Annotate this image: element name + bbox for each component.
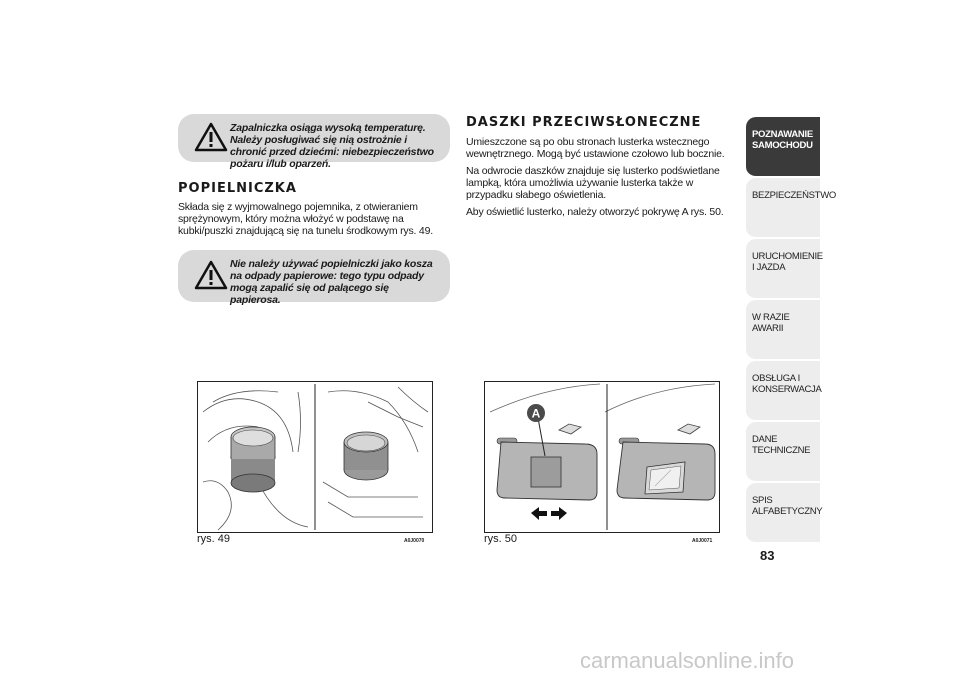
warning-triangle-icon (194, 122, 228, 152)
watermark: carmanualsonline.info (580, 648, 795, 673)
warning-text: Zapalniczka osiąga wysoką temperaturę. Należy posługiwać się nią ostrożnie i chronić przed dziećmi: niebezpieczeństwo pożaru i/lub oparzeń. (230, 122, 434, 170)
sunvisors-paragraph-3: Aby oświetlić lusterko, należy otworzyć pokrywę A rys. 50. (466, 206, 724, 218)
sunvisor-illustration (485, 382, 719, 532)
tab-index[interactable]: SPIS ALFABETYCZNY (746, 483, 820, 543)
warning-box-lighter (178, 114, 450, 170)
warning-text: Nie należy używać popielniczki jako kosza na odpady papierowe: tego typu odpady mogą zapalić się od palącego się papierosa. (230, 258, 433, 306)
tab-technical-data[interactable]: DANE TECHNICZNE (746, 422, 820, 482)
page-number: 83 (760, 548, 775, 563)
warning-box-ashtray (178, 250, 450, 306)
figure-50-caption: rys. 50 (484, 533, 518, 545)
tab-maintenance[interactable]: OBSŁUGA I KONSERWACJA (746, 361, 820, 421)
sunvisors-paragraph-1: Umieszczone są po obu stronach lusterka wstecznego wewnętrznego. Mogą być ustawione czołowo lub bocznie. (466, 136, 725, 160)
ashtray-illustration (198, 382, 432, 532)
arrow-right-icon (551, 507, 567, 520)
figure-50-sunvisors (484, 381, 720, 533)
figure-50-code: A0J0071 (692, 538, 713, 544)
tab-getting-to-know[interactable]: POZNAWANIE SAMOCHODU (746, 117, 820, 177)
tab-emergency[interactable]: W RAZIE AWARII (746, 300, 820, 360)
sunvisors-paragraph-2: Na odwrocie daszków znajduje się lusterko podświetlane lampką, która umożliwia używanie lusterka także w przypadku słabego oświetlenia. (466, 165, 720, 201)
tab-starting-driving[interactable]: URUCHOMIENIE I JAZDA (746, 239, 820, 299)
tab-safety[interactable]: BEZPIECZEŃSTWO (746, 178, 820, 238)
figure-49-caption: rys. 49 (197, 533, 231, 545)
warning-triangle-icon (194, 260, 228, 290)
section-heading-ashtray: POPIELNICZKA (178, 181, 297, 196)
callout-label-a: A (531, 406, 541, 421)
ashtray-body: Składa się z wyjmowalnego pojemnika, z otwieraniem sprężynowym, który można włożyć w podstawę na kubki/puszki znajdującą się na tunelu środkowym rys. 49. (178, 201, 433, 237)
arrow-left-icon (531, 507, 547, 520)
figure-49-code: A0J0070 (404, 538, 425, 544)
section-heading-sunvisors: DASZKI PRZECIWSŁONECZNE (466, 115, 702, 130)
figure-49-ashtray (197, 381, 433, 533)
